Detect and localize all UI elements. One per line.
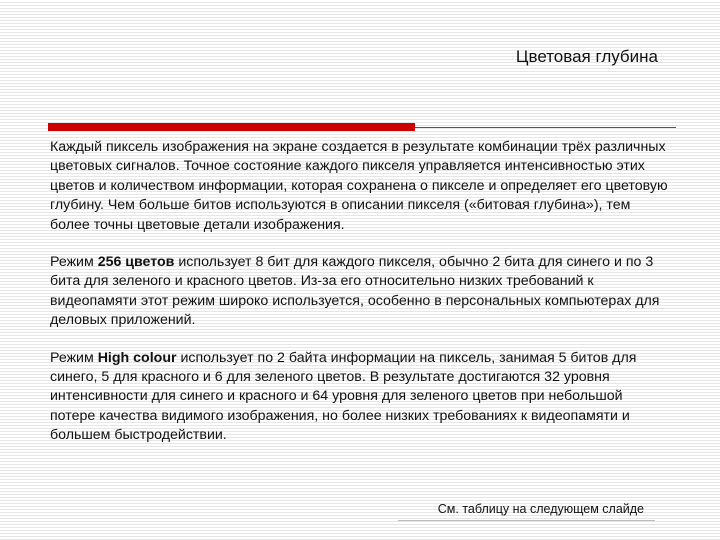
next-slide-note: См. таблицу на следующем слайде [437, 502, 644, 516]
paragraph-256-term: 256 цветов [97, 254, 175, 271]
paragraph-256-rest: использует 8 бит для каждого пикселя, обычно 2 бита для синего и по 3 бита для зеленого и красного цветов. Из-за его относительно низких требований к видеопамяти этот режим широко используется, особенно в персональных компьютерах для деловых приложений. [50, 254, 660, 329]
paragraph-high-colour-term: High colour [97, 349, 177, 366]
slide-body [50, 138, 670, 446]
footnote-underline [398, 520, 655, 521]
paragraph-256-colors [50, 253, 670, 331]
title-accent-bar [48, 123, 415, 131]
paragraph-high-colour [50, 349, 670, 446]
paragraph-intro-text: Каждый пиксель изображения на экране создается в результате комбинации трёх различных цветовых сигналов. Точное состояние каждого пикселя управляется интенсивностью этих цветов и количеством информации, которая сохранена о пикселе и определяет его цветовую глубину. Чем больше битов используются в описании пикселя («битовая глубина»), тем более точны цветовые детали изображения. [50, 139, 668, 233]
paragraph-high-colour-lead: Режим [50, 349, 98, 366]
paragraph-high-colour-rest: использует по 2 байта информации на пиксель, занимая 5 битов для синего, 5 для красного и 6 для зеленого цветов. В результате достигаются 32 уровня интенсивности для синего и красного и 64 уровня для зеленого цветов при небольшой потере качества видимого изображения, но более низких требованиях к видеопамяти и большем быстродействии. [50, 349, 637, 444]
paragraph-256-lead: Режим [50, 254, 98, 271]
paragraph-intro [50, 138, 670, 235]
slide-title: Цветовая глубина [515, 47, 658, 66]
